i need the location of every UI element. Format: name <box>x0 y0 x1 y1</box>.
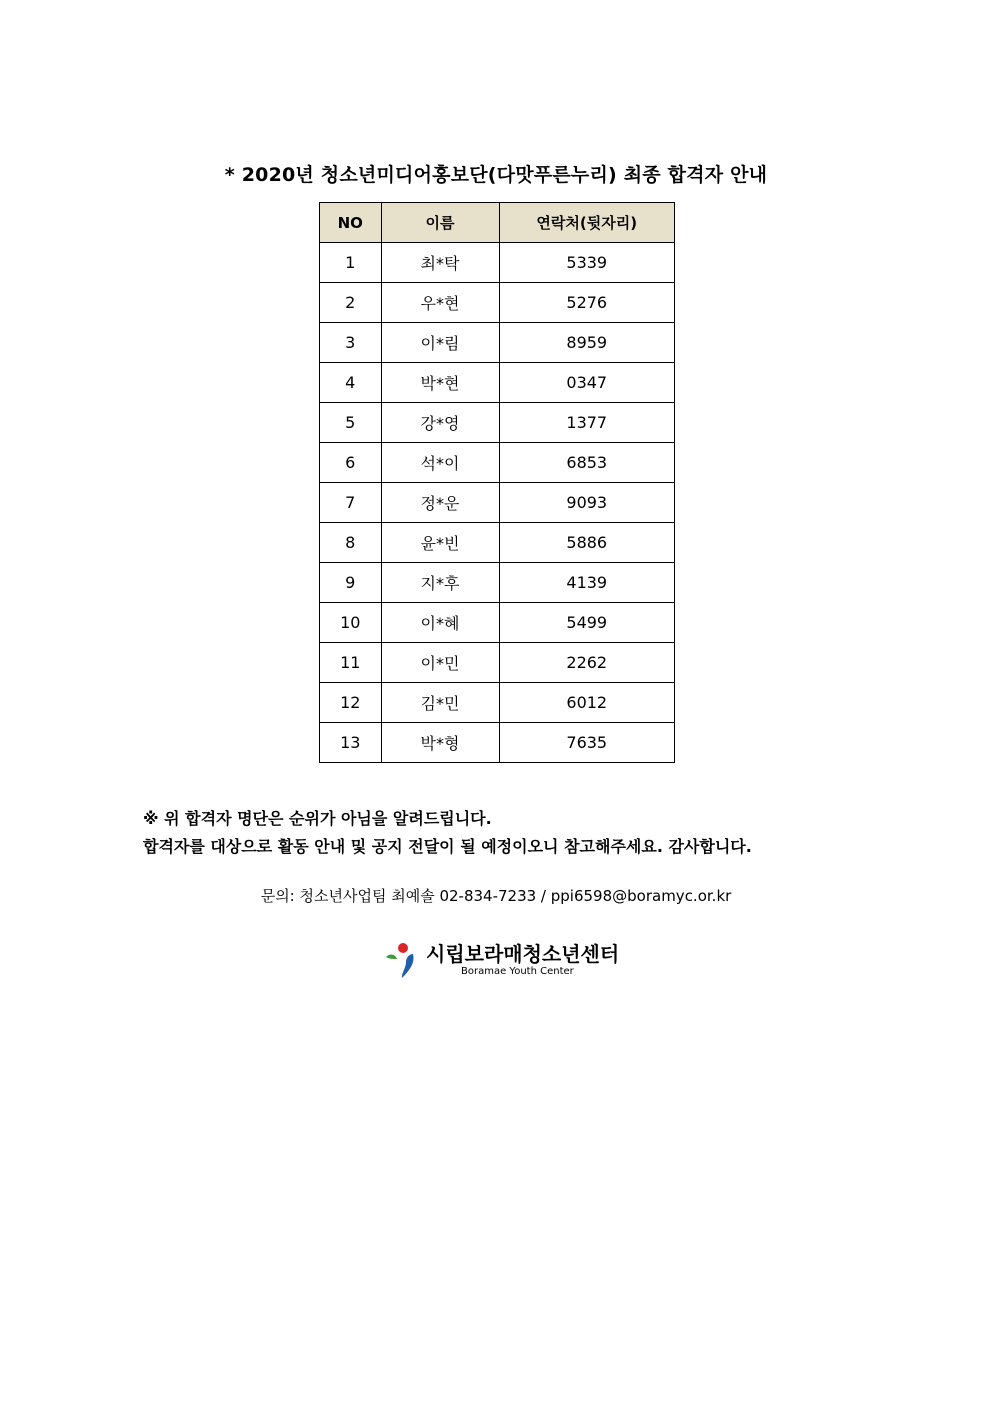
cell-name: 윤*빈 <box>381 523 499 563</box>
cell-phone: 6853 <box>499 443 675 483</box>
notice-line-ranking: ※ 위 합격자 명단은 순위가 아님을 알려드립니다. <box>143 809 492 828</box>
results-table <box>319 202 675 763</box>
table-row <box>320 283 675 323</box>
page-title: * 2020년 청소년미디어홍보단(다맛푸른누리) 최종 합격자 안내 <box>224 164 768 186</box>
header-name: 이름 <box>381 203 499 243</box>
table-row <box>320 243 675 283</box>
cell-name: 강*영 <box>381 403 499 443</box>
table-row <box>320 643 675 683</box>
table-row <box>320 483 675 523</box>
cell-name: 지*후 <box>381 563 499 603</box>
center-logo <box>384 942 620 982</box>
center-name: 시립보라매청소년센터 <box>426 942 620 966</box>
cell-phone: 5339 <box>499 243 675 283</box>
center-subtitle: Boramae Youth Center <box>461 966 574 977</box>
table-row <box>320 723 675 763</box>
cell-name: 이*민 <box>381 643 499 683</box>
cell-name: 박*현 <box>381 363 499 403</box>
cell-name: 최*탁 <box>381 243 499 283</box>
logo-blue-swoosh <box>402 954 414 978</box>
table-row <box>320 563 675 603</box>
cell-phone: 5886 <box>499 523 675 563</box>
cell-name: 이*혜 <box>381 603 499 643</box>
table-row <box>320 443 675 483</box>
cell-phone: 8959 <box>499 323 675 363</box>
table-header-row <box>320 203 675 243</box>
cell-name: 이*림 <box>381 323 499 363</box>
cell-name: 우*현 <box>381 283 499 323</box>
cell-no: 12 <box>320 683 382 723</box>
header-no: NO <box>320 203 382 243</box>
cell-phone: 9093 <box>499 483 675 523</box>
table-row <box>320 683 675 723</box>
cell-phone: 4139 <box>499 563 675 603</box>
cell-name: 석*이 <box>381 443 499 483</box>
table-row <box>320 363 675 403</box>
cell-no: 11 <box>320 643 382 683</box>
cell-no: 8 <box>320 523 382 563</box>
logo-red-dot <box>398 943 408 953</box>
cell-no: 1 <box>320 243 382 283</box>
header-phone: 연락처(뒷자리) <box>499 203 675 243</box>
table-row <box>320 523 675 563</box>
cell-phone: 7635 <box>499 723 675 763</box>
cell-no: 4 <box>320 363 382 403</box>
cell-no: 7 <box>320 483 382 523</box>
table-row <box>320 323 675 363</box>
cell-name: 김*민 <box>381 683 499 723</box>
cell-no: 10 <box>320 603 382 643</box>
cell-no: 6 <box>320 443 382 483</box>
cell-phone: 0347 <box>499 363 675 403</box>
notice-line-guidance: 합격자를 대상으로 활동 안내 및 공지 전달이 될 예정이오니 참고해주세요. 감사합니다. <box>143 837 752 856</box>
notice-text <box>143 805 752 861</box>
cell-phone: 5499 <box>499 603 675 643</box>
cell-no: 9 <box>320 563 382 603</box>
cell-no: 3 <box>320 323 382 363</box>
table-row <box>320 603 675 643</box>
cell-phone: 6012 <box>499 683 675 723</box>
contact-info: 문의: 청소년사업팀 최예솔 02-834-7233 / ppi6598@boramyc.or.kr <box>260 887 732 905</box>
cell-phone: 1377 <box>499 403 675 443</box>
cell-no: 13 <box>320 723 382 763</box>
center-logo-mark-icon <box>384 942 420 980</box>
logo-green-leaf <box>386 955 397 959</box>
table-row <box>320 403 675 443</box>
cell-no: 2 <box>320 283 382 323</box>
cell-name: 박*형 <box>381 723 499 763</box>
cell-name: 정*운 <box>381 483 499 523</box>
cell-no: 5 <box>320 403 382 443</box>
cell-phone: 5276 <box>499 283 675 323</box>
cell-phone: 2262 <box>499 643 675 683</box>
